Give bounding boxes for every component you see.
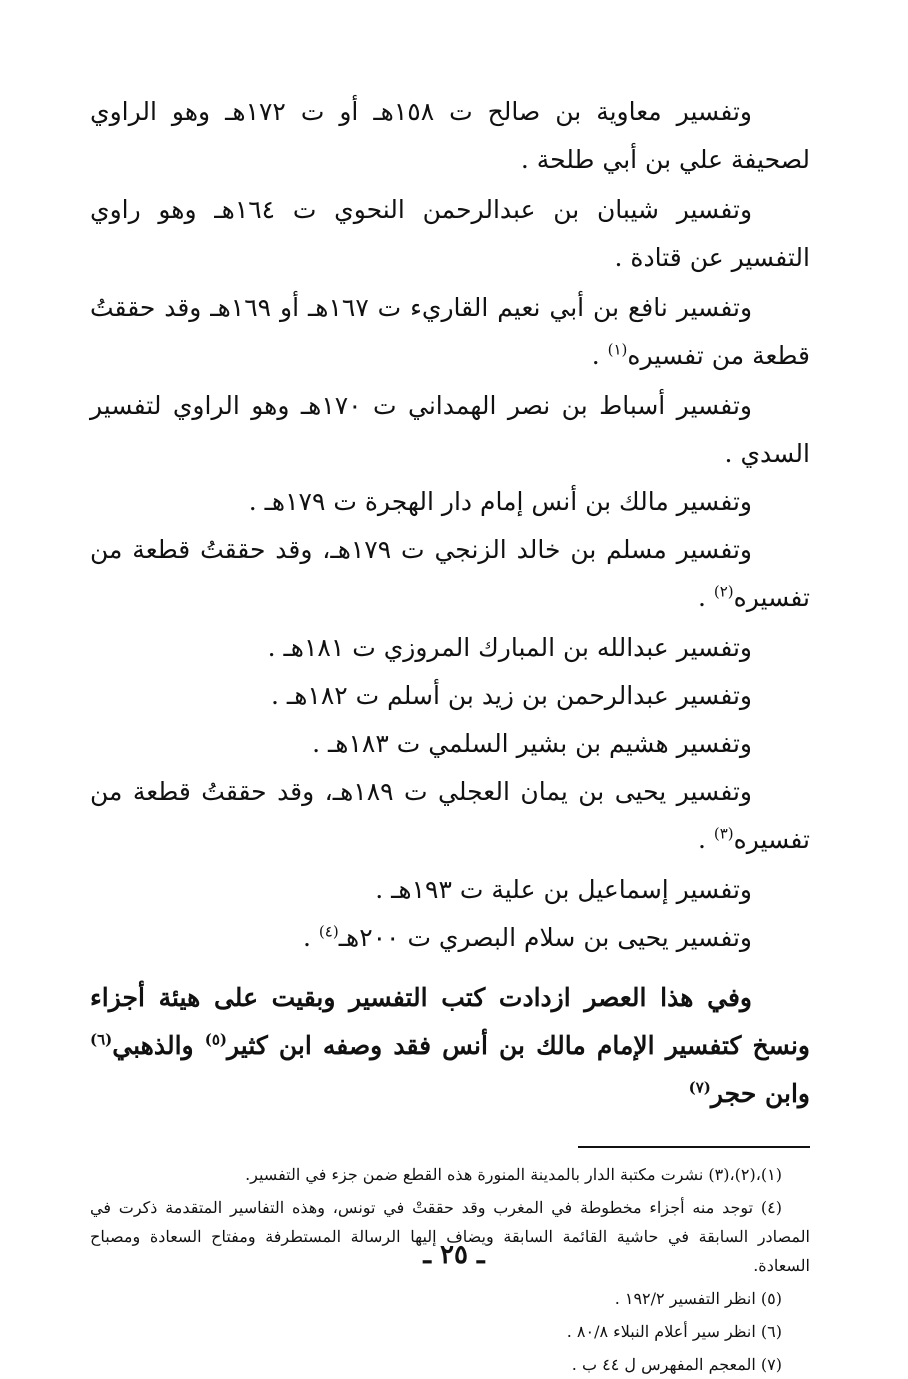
footnote-ref-1[interactable]: (١) xyxy=(607,340,628,359)
footnote-ref-4[interactable]: (٤) xyxy=(318,922,339,941)
paragraph-abdulrahman: وتفسير عبدالرحمن بن زيد بن أسلم ت ١٨٢هـ . xyxy=(271,681,752,710)
footnote-1-3: (١)،(٢)،(٣) نشرت مكتبة الدار بالمدينة المنورة هذه القطع ضمن جزء في التفسير. xyxy=(245,1165,782,1184)
footnote-ref-6[interactable]: (٦) xyxy=(90,1030,113,1049)
paragraph-malik: وتفسير مالك بن أنس إمام دار الهجرة ت ١٧٩هـ . xyxy=(248,487,752,516)
paragraph-muslim: وتفسير مسلم بن خالد الزنجي ت ١٧٩هـ، وقد حققتُ قطعة من تفسيره$^{(٢)}$ . xyxy=(90,535,810,612)
paragraph-yahya-sallam: وتفسير يحيى بن سلام البصري ت ٢٠٠هـ$^{(٤)}$ . xyxy=(303,922,752,952)
footnote-ref-5[interactable]: (٥) xyxy=(204,1030,227,1049)
paragraph-ismail: وتفسير إسماعيل بن علية ت ١٩٣هـ . xyxy=(375,875,752,904)
paragraph-asbat: وتفسير أسباط بن نصر الهمداني ت ١٧٠هـ وهو الراوي لتفسير السدي . xyxy=(90,391,810,468)
paragraph-shayban: وتفسير شيبان بن عبدالرحمن النحوي ت ١٦٤هـ وهو راوي التفسير عن قتادة . xyxy=(90,195,810,272)
book-page xyxy=(90,88,810,1374)
footnote-ref-2[interactable]: (٢) xyxy=(713,582,734,601)
paragraph-abdullah: وتفسير عبدالله بن المبارك المروزي ت ١٨١هـ . xyxy=(267,633,752,662)
main-text xyxy=(90,88,810,1118)
paragraph-yahya-yaman: وتفسير يحيى بن يمان العجلي ت ١٨٩هـ، وقد حققتُ قطعة من تفسيره$^{(٣)}$ . xyxy=(90,777,810,854)
footnote-divider xyxy=(578,1146,810,1148)
paragraph-closing: وفي هذا العصر ازدادت كتب التفسير وبقيت على هيئة أجزاء ونسخ كتفسير الإمام مالك بن أنس فقد وصفه ابن كثير$^{(٥)}$ والذهبي$^{(٦)}$ وابن حجر$^{(٧)}$ xyxy=(90,983,810,1108)
footnote-4: (٤) توجد منه أجزاء مخطوطة في المغرب وقد حققتْ في تونس، وهذه التفاسير المتقدمة ذكرت في المصادر السابقة في حاشية القائمة السابقة ويضاف إليها الرسالة المستطرفة ومفتاح السعادة ومصباح السعادة. xyxy=(90,1198,810,1275)
page-number: ـ ٢٥ ـ xyxy=(423,1240,485,1270)
footnote-7: (٧) المعجم المفهرس ل ٤٤ ب . xyxy=(571,1355,782,1374)
paragraph-nafi: وتفسير نافع بن أبي نعيم القاريء ت ١٦٧هـ أو ١٦٩هـ وقد حققتُ قطعة من تفسيره$^{(١)}$ . xyxy=(90,293,810,370)
footnote-ref-3[interactable]: (٣) xyxy=(713,824,734,843)
footnote-ref-7[interactable]: (٧) xyxy=(688,1078,711,1097)
paragraph-muawiya: وتفسير معاوية بن صالح ت ١٥٨هـ أو ت ١٧٢هـ وهو الراوي لصحيفة علي بن أبي طلحة . xyxy=(90,97,810,174)
paragraph-hushaym: وتفسير هشيم بن بشير السلمي ت ١٨٣هـ . xyxy=(312,729,752,758)
footnote-6: (٦) انظر سير أعلام النبلاء ٨٠/٨ . xyxy=(566,1322,782,1341)
footnote-5: (٥) انظر التفسير ١٩٢/٢ . xyxy=(614,1289,782,1308)
